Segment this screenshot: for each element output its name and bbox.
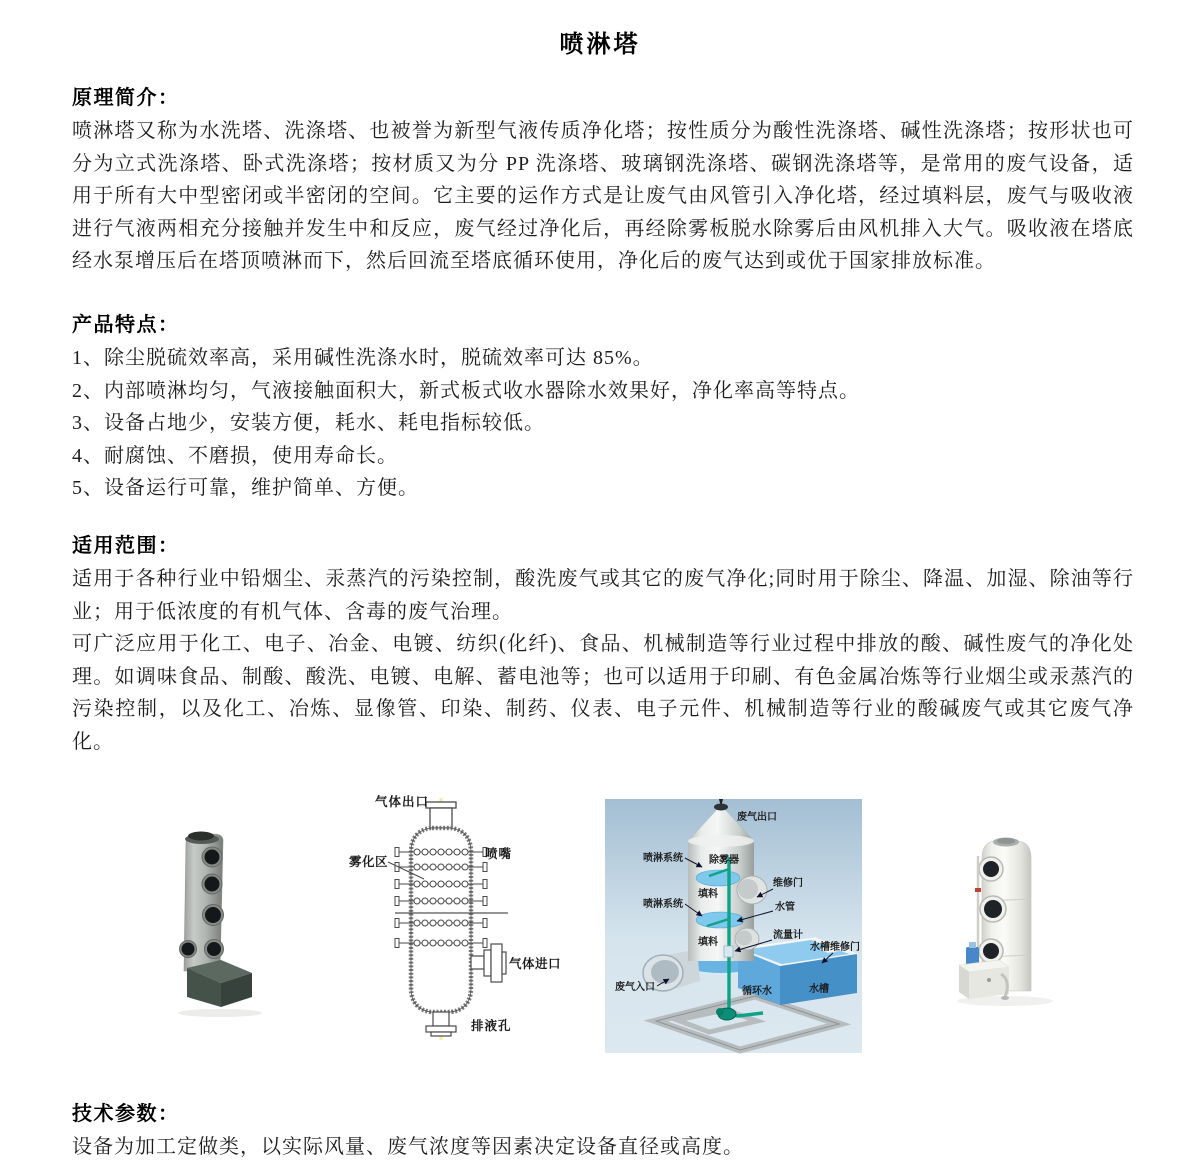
spray-system-label-2: 喷淋系统 [643,898,683,910]
scope-paragraph-2: 可广泛应用于化工、电子、冶金、电镀、纺织(化纤)、食品、机械制造等行业过程中排放的酸、碱性废气的净化处理。如调味食品、制酸、酸洗、电镀、电解、蓄电池等；也可以适用于印刷、有色金属冶炼等行业烟尘或汞蒸汽的污染控制，以及化工、冶炼、显像管、印染、制药、仪表、电子元件、机械制造等行业的酸碱废气或其它废气净化。 [72,633,1134,753]
feature-item: 3、设备占地少，安装方便，耗水、耗电指标较低。 [72,412,545,435]
section-tech [0,1100,1200,1164]
feature-item: 1、除尘脱硫效率高，采用碱性洗涤水时，脱硫效率可达 85%。 [72,346,654,369]
tower-ports [979,857,1006,963]
gas-inlet-pipe [471,944,506,982]
principle-body: 喷淋塔又称为水洗塔、洗涤塔、也被誉为新型气液传质净化塔；按性质分为酸性洗涤塔、碱性洗涤塔；按形状也可分为立式洗涤塔、卧式洗涤塔；按材质又为分 PP 洗涤塔、玻璃钢洗涤塔、碳钢洗涤塔等，是常用的废气设备，适用于所有大中型密闭或半密闭的空间。它主要的运作方式是让废气由风管引入净化塔，经过填料层，废气与吸收液进行气液两相充分接触并发生中和反应，废气经过净化后，再经除雾板脱水除雾后由风机排入大气。吸收液在塔底经水泵增压后在塔顶喷淋而下，然后回流至塔底循环使用，净化后的废气达到或优于国家排放标准。 [72,120,1134,273]
tower-top-cap-inner [997,838,1015,844]
spray-tower-line-diagram [345,794,560,1042]
flow-meter-label: 流量计 [773,929,803,941]
exhaust-inlet-label: 废气入口 [615,981,655,993]
gas-outlet-label: 气体出口 [375,794,430,809]
tech-body: 设备为加工定做类，以实际风量、废气浓度等因素决定设备直径或高度。 [72,1135,744,1158]
drain-hole-label: 排液孔 [471,1018,512,1033]
feature-item: 2、内部喷淋均匀，气液接触面积大，新式板式收水器除水效果好，净化率高等特点。 [72,379,860,402]
tech-heading: 技术参数： [72,1102,180,1125]
water-pipe-label: 水管 [775,901,795,913]
tank-service-door-label: 水槽维修门 [810,941,860,953]
demister-label: 除雾器 [709,854,739,866]
section-principle [0,84,1200,278]
dosing-box [959,960,1009,999]
exhaust-outlet-label: 废气出口 [737,811,777,823]
document-page [0,24,1200,1169]
packing-label-1: 填料 [698,888,718,900]
tower-base-box [187,960,252,1007]
circulating-water-label: 循环水 [742,985,772,997]
scope-paragraph-1: 适用于各种行业中铅烟尘、汞蒸汽的污染控制，酸洗废气或其它的废气净化;同时用于除尘、降温、加湿、除油等行业；用于低浓度的有机气体、含毒的废气治理。 [72,567,1134,623]
figures-row [0,791,1200,1053]
features-heading: 产品特点： [72,313,180,336]
atomization-zone-label: 雾化区 [349,854,389,869]
feature-item: 5、设备运行可靠，维护简单、方便。 [72,477,419,500]
packing-label-2: 填料 [698,936,718,948]
gas-inlet-label: 气体进口 [509,956,562,971]
feature-item: 4、耐腐蚀、不磨损，使用寿命长。 [72,444,398,467]
section-features [0,311,1200,505]
drain-neck [426,1012,456,1036]
spray-tower-3d-render [605,799,862,1053]
flow-meter-device [724,946,733,957]
valve-handle [975,888,981,892]
scope-heading: 适用范围： [72,534,180,557]
service-door-label: 维修门 [773,877,803,889]
principle-heading: 原理简介： [72,87,180,109]
nozzle-label: 喷嘴 [485,846,513,861]
spray-system-label-1: 喷淋系统 [643,852,683,864]
gray-spray-tower-photo [170,791,305,1019]
water-tank-label: 水槽 [809,983,829,995]
section-scope [0,532,1200,759]
hose-end [1001,996,1009,1000]
tower-shadow [178,1009,262,1017]
tower-top-cap [188,831,214,840]
white-spray-tower-photo [945,828,1110,1026]
top-outlet-pipe [426,802,456,828]
page-title: 喷淋塔 [559,32,641,58]
